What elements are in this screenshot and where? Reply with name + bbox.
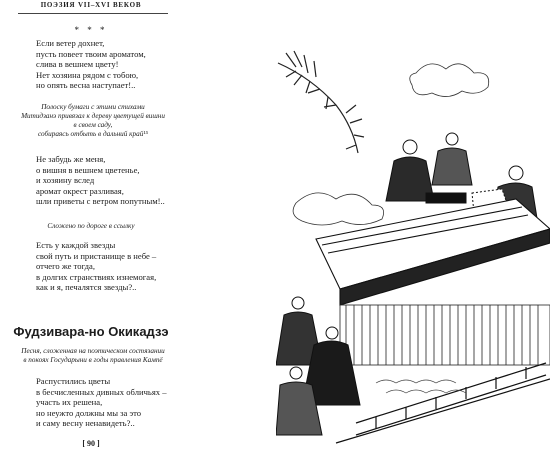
poem-line: пусть повеет твоим ароматом, [36,48,146,59]
note-2 [0,222,182,231]
poem-line: но опять весна наступает!.. [36,80,136,91]
poet-name: Фудзивара-но Окикадзэ [13,324,169,339]
stanza-1 [36,38,146,91]
section-stars: * * * [74,25,108,35]
note-1 [8,103,178,139]
note-line: Песня, сложенная на поэтическом состязании [21,347,165,355]
poem-line: участь их решена, [36,397,103,408]
poem-line: отчего же тогда, [36,261,95,272]
note-line: Митидзанэ привязал к дереву цветущей вишни [21,112,165,120]
poem-line: Есть у каждой звезды [36,240,116,250]
woodblock-print-illustration [276,43,550,448]
header-rule [18,13,168,14]
railing [336,363,550,443]
stanza-4 [36,376,167,429]
poem-line: о вишня в вешнем цветенье, [36,164,140,175]
poem-line: Не забудь же меня, [36,154,106,164]
running-header: ПОЭЗИЯ VII–XVI ВЕКОВ [40,1,142,9]
poem-line: Если ветер дохнет, [36,38,105,48]
stanza-3 [36,240,156,293]
note-line: в своем саду, [73,121,113,129]
poem-line: но неужто должны мы за это [36,407,142,418]
poem-line: как и я, печалятся звезды?.. [36,282,137,293]
poem-line: Нет хозяина рядом с тобою, [36,69,139,80]
note-line: в покоях Государыни в годы правления Кампё [23,356,163,364]
poem-line: и саму весну ненавидеть?.. [36,418,135,429]
poem-line: свой путь и пристанище в небе – [36,250,157,261]
poem-line: слива в вешнем цвету! [36,59,119,70]
poem-line: в бесчисленных дивных обличьях – [36,386,167,397]
poem-line: Распустились цветы [36,376,111,386]
poem-line: аромат окрест разливая, [36,185,124,196]
bamboo-blinds [340,305,550,365]
note-line: собираясь отбыть в дальний край¹⁵ [38,130,148,138]
poem-line: и хозяину вслед [36,175,95,186]
stanza-2 [36,154,165,207]
note-line: Полоску бумаги с этими стихами [41,103,145,111]
pine-branch [278,51,364,153]
floor-pattern [376,380,466,393]
page-number: [ 90 ] [82,439,100,448]
poem-line: в долгих странствиях изнемогая, [36,271,157,282]
note-3 [4,347,182,365]
poem-line: шли приветы с ветром попутным!.. [36,196,165,207]
note-line: Сложено по дороге в ссылку [47,222,135,230]
